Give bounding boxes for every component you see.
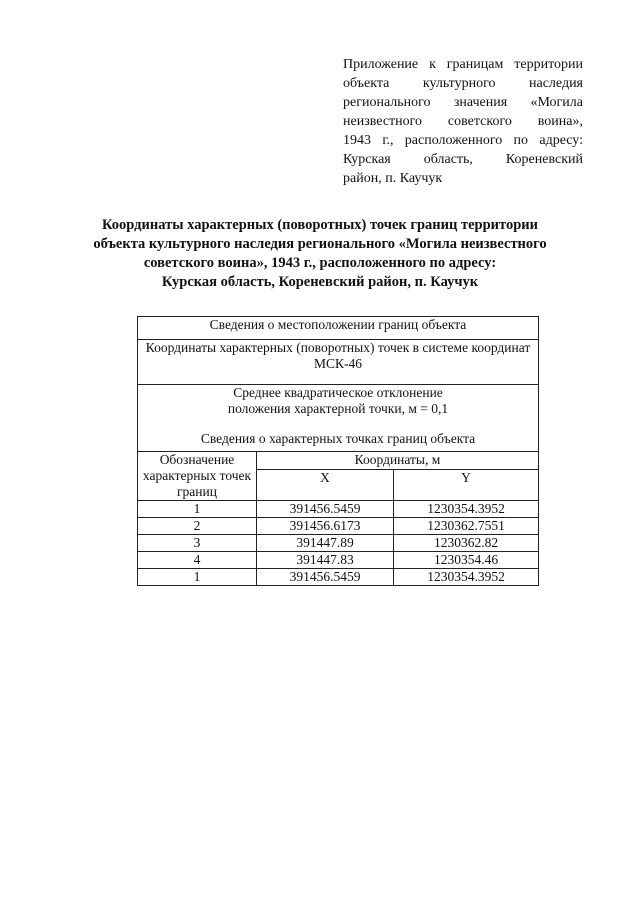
coordinates-table [137, 316, 539, 586]
table-row [138, 552, 539, 569]
point-y: 1230354.46 [394, 552, 539, 569]
title-line: советского воина», 1943 г., расположенного по адресу: [143, 255, 497, 271]
appendix-line: регионального значения «Могила [343, 95, 583, 110]
designation-header: Обозначение характерных точек границ [138, 452, 257, 501]
table-row [138, 518, 539, 535]
title-line: Курская область, Кореневский район, п. Каучук [161, 274, 479, 290]
point-y: 1230354.3952 [394, 501, 539, 518]
deviation-cell [138, 385, 539, 452]
deviation-line: Среднее квадратическое отклонение [233, 385, 443, 400]
y-header: Y [394, 469, 539, 500]
point-id: 1 [138, 501, 257, 518]
table-row [138, 501, 539, 518]
document-title [80, 216, 560, 292]
point-y: 1230362.7551 [394, 518, 539, 535]
appendix-line: неизвестного советского воина», [343, 114, 583, 129]
appendix-line: Приложение к границам территории [343, 57, 583, 72]
table-row [138, 569, 539, 586]
point-x: 391447.83 [257, 552, 394, 569]
coordinate-system-line: Координаты характерных (поворотных) точек в системе координат [145, 340, 531, 355]
table-row [138, 535, 539, 552]
point-y: 1230354.3952 [394, 569, 539, 586]
point-id: 3 [138, 535, 257, 552]
location-header-cell: Сведения о местоположении границ объекта [138, 317, 539, 340]
title-line: Координаты характерных (поворотных) точек границ территории [102, 217, 538, 233]
coordinate-system-name: МСК-46 [313, 356, 362, 371]
point-id: 2 [138, 518, 257, 535]
point-x: 391456.6173 [257, 518, 394, 535]
title-line: объекта культурного наследия регионального «Могила неизвестного [93, 236, 547, 252]
appendix-line: объекта культурного наследия [343, 76, 583, 91]
point-id: 4 [138, 552, 257, 569]
coordinates-header: Координаты, м [257, 452, 539, 470]
points-header: Сведения о характерных точках границ объекта [200, 431, 476, 446]
x-header: X [257, 469, 394, 500]
point-x: 391447.89 [257, 535, 394, 552]
appendix-line: 1943 г., расположенного по адресу: [343, 133, 583, 148]
appendix-note [343, 55, 583, 188]
deviation-value: положения характерной точки, м = 0,1 [227, 401, 449, 416]
coordinate-system-cell [138, 340, 539, 385]
point-x: 391456.5459 [257, 569, 394, 586]
appendix-line: Курская область, Кореневский [343, 152, 583, 167]
point-x: 391456.5459 [257, 501, 394, 518]
point-id: 1 [138, 569, 257, 586]
appendix-line: район, п. Каучук [343, 171, 443, 186]
point-y: 1230362.82 [394, 535, 539, 552]
